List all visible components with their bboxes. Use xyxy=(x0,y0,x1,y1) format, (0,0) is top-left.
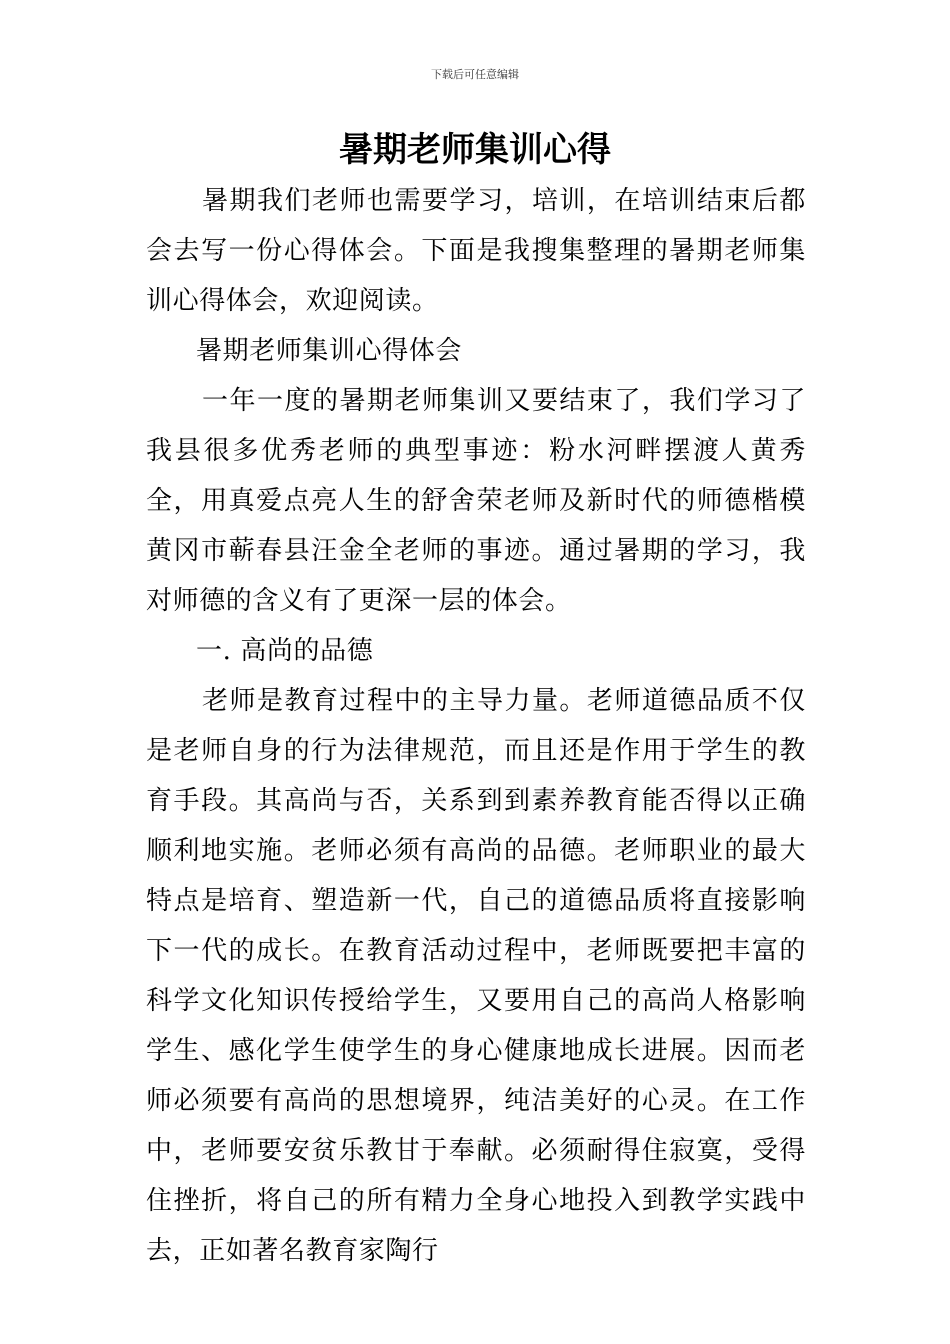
page-header: 下载后可任意编辑 xyxy=(431,68,519,81)
body-paragraph: 一年一度的暑期老师集训又要结束了，我们学习了我县很多优秀老师的典型事迹：粉水河畔摆渡人黄秀全，用真爱点亮人生的舒舍荣老师及新时代的师德楷模黄冈市蕲春县汪金全老师的事迹。通过暑期的学习，我对师德的含义有了更深一层的体会。 xyxy=(146,386,806,616)
intro-paragraph: 暑期我们老师也需要学习，培训，在培训结束后都会去写一份心得体会。下面是我搜集整理的暑期老师集训心得体会，欢迎阅读。 xyxy=(146,186,806,316)
document-title: 暑期老师集训心得 xyxy=(339,130,611,170)
section-heading: 暑期老师集训心得体会 xyxy=(196,336,463,366)
document-body xyxy=(146,176,806,1276)
body-paragraph: 老师是教育过程中的主导力量。老师道德品质不仅是老师自身的行为法律规范，而且还是作用于学生的教育手段。其高尚与否，关系到到素养教育能否得以正确顺利地实施。老师必须有高尚的品德。老师职业的最大特点是培育、塑造新一代，自己的道德品质将直接影响下一代的成长。在教育活动过程中，老师既要把丰富的科学文化知识传授给学生，又要用自己的高尚人格影响学生、感化学生使学生的身心健康地成长进展。因而老师必须要有高尚的思想境界，纯洁美好的心灵。在工作中，老师要安贫乐教甘于奉献。必须耐得住寂寞，受得住挫折，将自己的所有精力全身心地投入到教学实践中去，正如著名教育家陶行 xyxy=(146,686,806,1266)
section-heading: 一. 高尚的品德 xyxy=(196,636,374,666)
